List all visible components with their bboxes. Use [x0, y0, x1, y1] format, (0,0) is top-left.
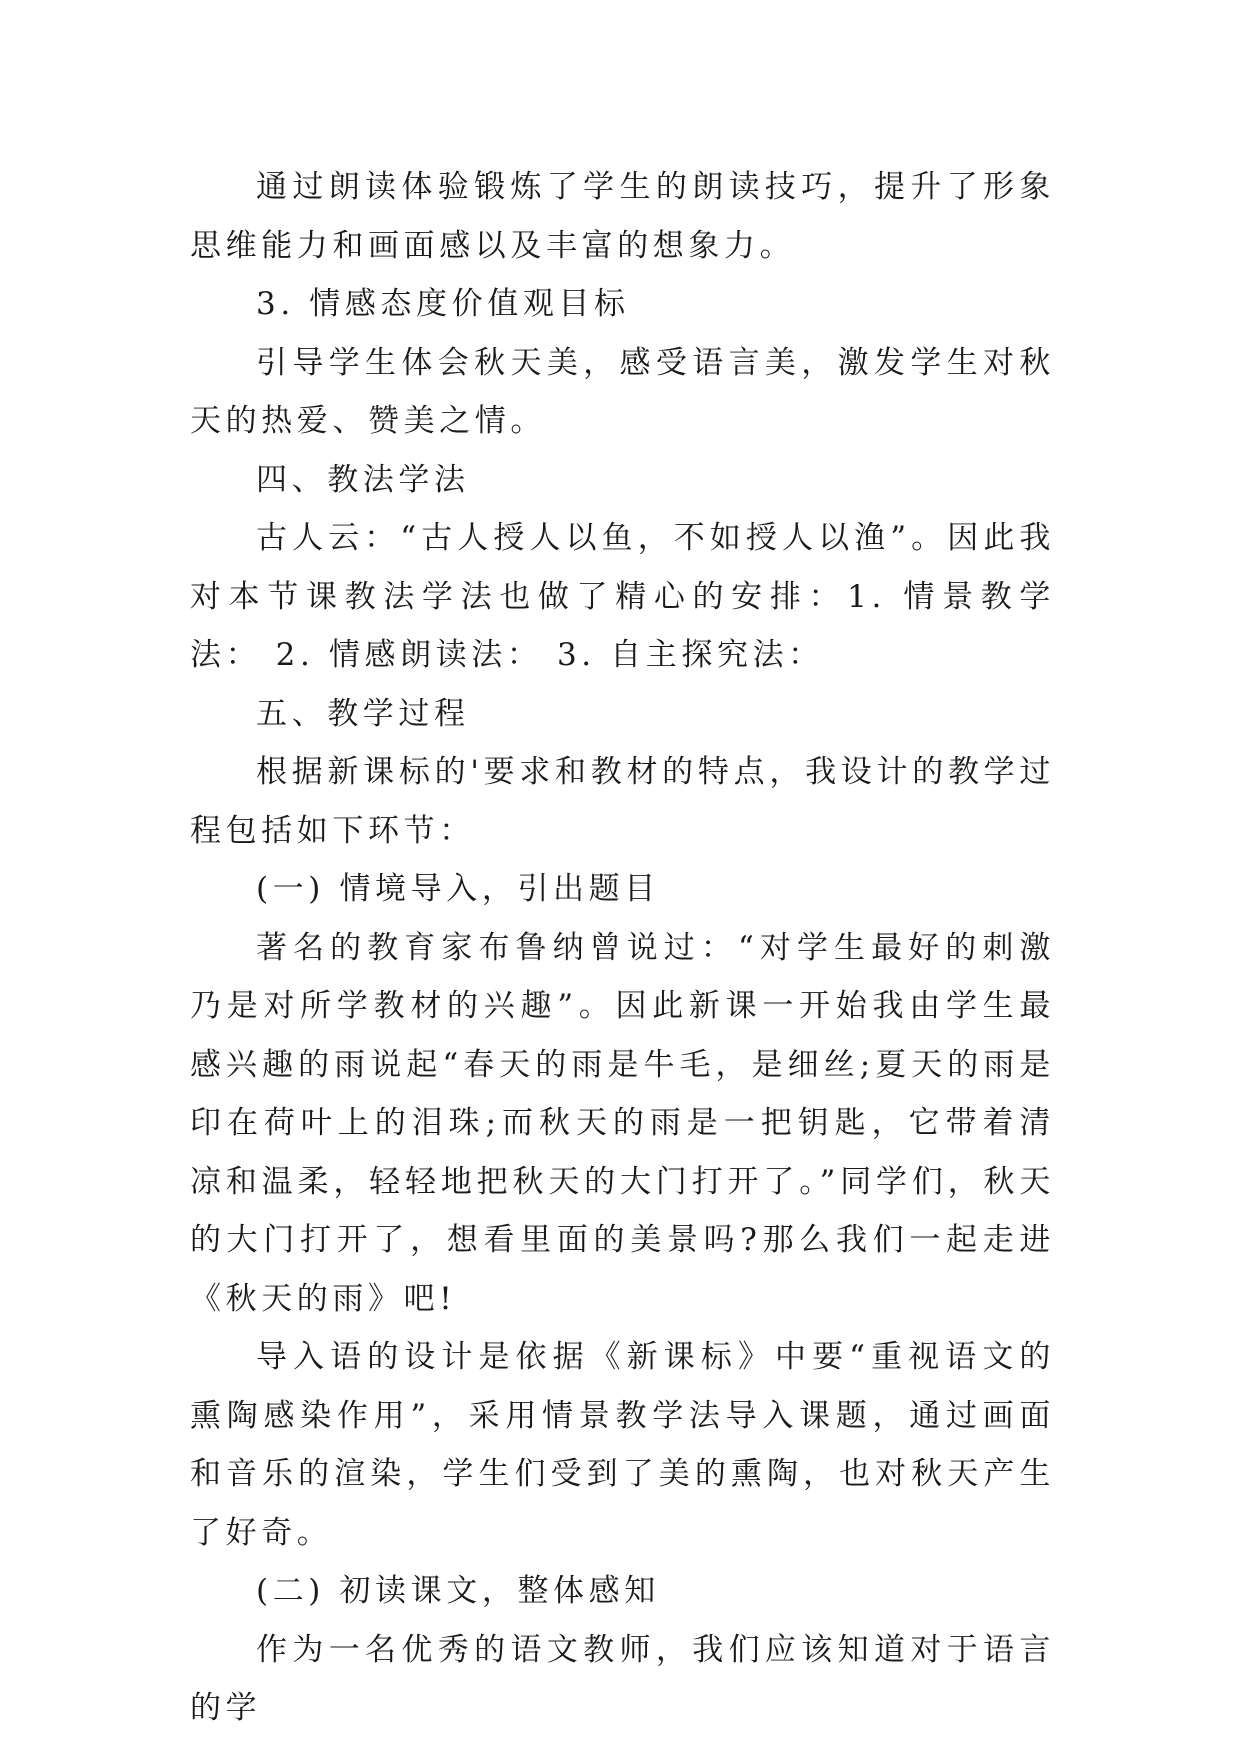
document-page: [190, 158, 1055, 1738]
paragraph-reading-skills: 通过朗读体验锻炼了学生的朗读技巧，提升了形象思维能力和画面感以及丰富的想象力。: [190, 169, 1055, 264]
heading-teaching-methods: 四、教法学法: [256, 461, 470, 498]
heading-emotion-goals: 3. 情感态度价值观目标: [256, 286, 630, 322]
paragraph-process-intro: 根据新课标的'要求和教材的特点，我设计的教学过程包括如下环节：: [190, 754, 1055, 849]
heading-situation-intro: (一) 情境导入，引出题目: [256, 871, 660, 907]
paragraph-methods-detail: 古人云：“古人授人以鱼，不如授人以渔”。因此我对本节课教法学法也做了精心的安排：1. 情景教学法： 2. 情感朗读法： 3. 自主探究法：: [190, 520, 1055, 673]
paragraph-intro-design: 导入语的设计是依据《新课标》中要“重视语文的熏陶感染作用”，采用情景教学法导入课题，通过画面和音乐的渲染，学生们受到了美的熏陶，也对秋天产生了好奇。: [190, 1339, 1055, 1551]
paragraph-autumn-beauty: 引导学生体会秋天美，感受语言美，激发学生对秋天的热爱、赞美之情。: [190, 344, 1055, 439]
heading-teaching-process: 五、教学过程: [256, 695, 470, 732]
paragraph-language-teacher: 作为一名优秀的语文教师，我们应该知道对于语言的学: [190, 1631, 1055, 1726]
paragraph-bruner-quote: 著名的教育家布鲁纳曾说过：“对学生最好的刺激乃是对所学教材的兴趣”。因此新课一开始我由学生最感兴趣的雨说起“春天的雨是牛毛，是细丝;夏天的雨是印在荷叶上的泪珠;而秋天的雨是一把钥匙，它带着清凉和温柔，轻轻地把秋天的大门打开了。”同学们，秋天的大门打开了，想看里面的美景吗?那么我们一起走进《秋天的雨》吧!: [190, 929, 1055, 1317]
heading-first-reading: (二) 初读课文，整体感知: [256, 1573, 660, 1609]
